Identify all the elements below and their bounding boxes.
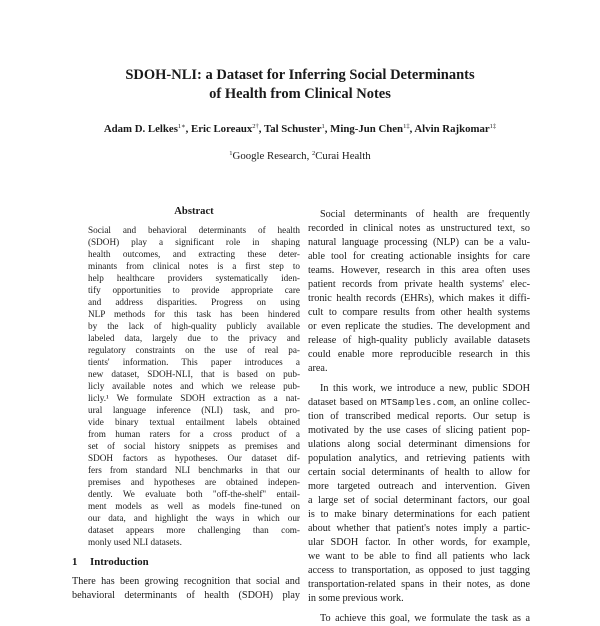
body-line: could enable more reproducible research in this bbox=[308, 349, 530, 360]
body-line: area. bbox=[308, 363, 328, 374]
abstract-line: Social and behavioral determinants of health bbox=[88, 225, 300, 235]
body-line: ular SDOH factor. In other words, for example, bbox=[308, 537, 530, 548]
abstract-line: tients' information. This paper introduces a bbox=[88, 357, 300, 367]
abstract-line: set of social history snippets as premises and bbox=[88, 441, 300, 451]
abstract-line: premises and hypotheses are obtained indepen- bbox=[88, 477, 300, 487]
section-title: Introduction bbox=[90, 556, 149, 568]
abstract-line: health outcomes, and extracting these deter- bbox=[88, 249, 300, 259]
body-line: natural language processing (NLP) can be a valu- bbox=[308, 237, 530, 248]
abstract-line: dently. We evaluate both "off-the-shelf" entail- bbox=[88, 489, 300, 499]
abstract-line: dataset appears more challenging than com- bbox=[88, 525, 300, 535]
body-line: recorded in clinical notes as unstructured text, so bbox=[308, 223, 530, 234]
body-line: ulations along social determinant dimensions for bbox=[308, 439, 530, 450]
affiliation-google: Google Research, bbox=[232, 150, 312, 162]
body-line: tronic health records (EHRs), which makes it diffi- bbox=[308, 293, 530, 304]
author-list bbox=[40, 122, 560, 135]
mtsamples-site-name: MTSamples.com bbox=[380, 397, 454, 408]
abstract-line: regulatory constraints on the use of real pa- bbox=[88, 345, 300, 355]
author-mark: 1‡ bbox=[403, 123, 410, 130]
body-line: is to make binary determinations for each patient bbox=[308, 509, 530, 520]
affiliation-mark: 1 bbox=[229, 150, 233, 157]
author-name: Adam D. Lelkes bbox=[103, 123, 178, 135]
abstract-line: help healthcare providers systematically iden- bbox=[88, 273, 300, 283]
body-line: more targeted outreach and intervention. Given bbox=[308, 481, 530, 492]
affiliations bbox=[100, 150, 500, 162]
body-line: Social determinants of health are frequently bbox=[320, 209, 530, 220]
paper-title-line-1: SDOH-NLI: a Dataset for Inferring Social Determinants bbox=[125, 67, 475, 83]
body-line: a large set of social determinant factors, our goal bbox=[308, 495, 530, 506]
body-line: access to transportation, as opposed to just tagging bbox=[308, 565, 530, 576]
author-name: Tal Schuster bbox=[264, 123, 322, 135]
abstract-line: ural language inference (NLI) task, and pro- bbox=[88, 405, 300, 415]
author-separator: , bbox=[258, 123, 264, 135]
intro-line: There has been growing recognition that social and bbox=[72, 576, 300, 587]
body-line: able tool for creating actionable insights for care bbox=[308, 251, 530, 262]
body-line: cult to compare results from other health systems bbox=[308, 307, 530, 318]
author-mark: 2† bbox=[252, 123, 259, 130]
author-mark: 1 bbox=[321, 123, 325, 130]
abstract-line: (SDOH) play a significant role in shaping bbox=[88, 237, 300, 247]
abstract-line: from human raters for a cross product of a bbox=[88, 429, 300, 439]
abstract-line: minants from clinical notes is a first step to bbox=[88, 261, 300, 271]
intro-line: behavioral determinants of health (SDOH) play bbox=[72, 590, 300, 601]
body-text: , an online collec- bbox=[453, 397, 530, 408]
abstract-line: and address disparities. Progress on using bbox=[88, 297, 300, 307]
body-line: motivated by the use cases of slicing patient pop- bbox=[308, 425, 530, 436]
abstract-heading: Abstract bbox=[174, 206, 214, 217]
abstract-line: licly available notes and which we release pub- bbox=[88, 381, 300, 391]
author-separator: , bbox=[185, 123, 191, 135]
body-line: In this work, we introduce a new, public SDOH bbox=[320, 383, 530, 394]
abstract-line: tify opportunities to provide appropriate care bbox=[88, 285, 300, 295]
body-line: release of high-quality publicly available datasets bbox=[308, 335, 530, 346]
author-name: Alvin Rajkomar bbox=[414, 123, 490, 135]
body-line: population analytics, and retrieving patients with bbox=[308, 453, 530, 464]
paper-title-line-2: of Health from Clinical Notes bbox=[209, 86, 391, 102]
author-mark: 1∗ bbox=[177, 123, 186, 130]
abstract-line: fers from standard NLI benchmarks in that our bbox=[88, 465, 300, 475]
body-line: transportation-related spans in their notes, as done bbox=[308, 579, 530, 590]
section-number: 1 bbox=[72, 556, 78, 568]
affiliation-mark: 2 bbox=[311, 150, 316, 157]
abstract-line: our data, and highlight the ways in which our bbox=[88, 513, 300, 523]
abstract-line: monly used NLI datasets. bbox=[88, 537, 182, 547]
abstract-line: labeled data, largely due to the privacy and bbox=[88, 333, 300, 343]
body-line: teams. However, research in this area often uses bbox=[308, 265, 530, 276]
abstract-line: NLP methods for this task has been hindered bbox=[88, 309, 300, 319]
author-mark: 1‡ bbox=[489, 123, 497, 130]
abstract-line: vide binary textual entailment labels obtained bbox=[88, 417, 300, 427]
abstract-line: SDOH factors as hypotheses. Our dataset dif- bbox=[88, 453, 300, 463]
abstract-line: licly.¹ We formulate SDOH extraction as a nat- bbox=[88, 393, 300, 403]
abstract-line: by the lack of high-quality publicly available bbox=[88, 321, 300, 331]
body-line: tion of transcribed medical reports. Our setup is bbox=[308, 411, 530, 422]
body-line: patient records from private health systems' elec- bbox=[308, 279, 530, 290]
author-separator: , bbox=[324, 123, 331, 135]
body-line-with-link bbox=[308, 396, 530, 410]
body-line: about whether that patient's notes imply a partic- bbox=[308, 523, 530, 534]
body-line: or even replicate the studies. The development and bbox=[308, 321, 530, 332]
body-line: certain social determinants of health to allow for bbox=[308, 467, 530, 478]
body-text: dataset based on bbox=[308, 397, 381, 408]
affiliation-curai: Curai Health bbox=[315, 150, 371, 162]
body-line: To achieve this goal, we formulate the task as a bbox=[320, 613, 530, 624]
body-line: we want to be able to find all patients who lack bbox=[308, 551, 530, 562]
author-name: Ming-Jun Chen bbox=[330, 123, 404, 135]
author-name: Eric Loreaux bbox=[191, 123, 253, 135]
abstract-line: ment models as well as models fine-tuned on bbox=[88, 501, 300, 511]
section-heading-introduction bbox=[72, 556, 149, 568]
author-separator: , bbox=[409, 123, 415, 135]
abstract-line: new dataset, SDOH-NLI, that is based on pub- bbox=[88, 369, 300, 379]
body-line: in some previous work. bbox=[308, 593, 404, 604]
